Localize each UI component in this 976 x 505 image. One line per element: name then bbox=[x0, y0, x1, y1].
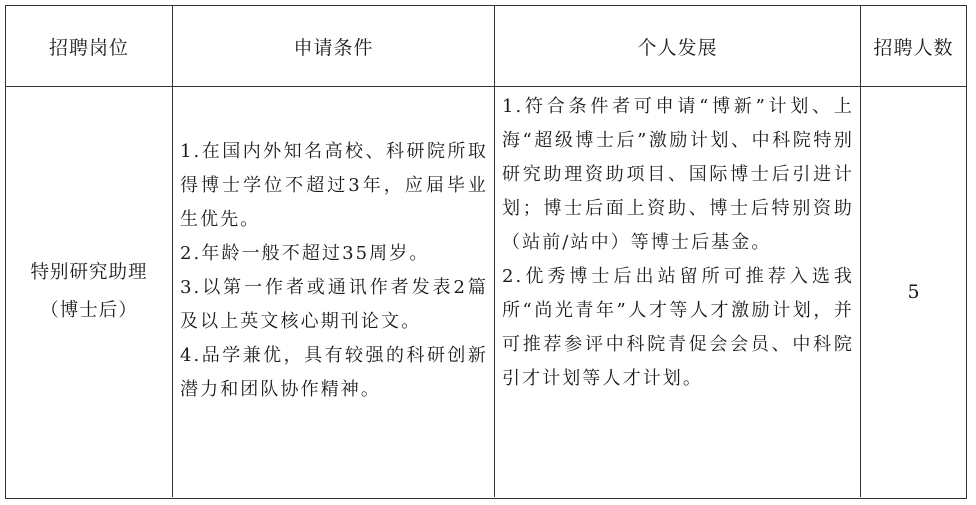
header-conditions-label: 申请条件 bbox=[293, 36, 374, 59]
development-cell bbox=[495, 87, 861, 497]
header-development-label: 个人发展 bbox=[637, 36, 718, 59]
condition-item: 3.以第一作者或通讯作者发表2篇及以上英文核心期刊论文。 bbox=[180, 277, 488, 332]
header-position-label: 招聘岗位 bbox=[48, 36, 129, 59]
condition-item: 1.在国内外知名高校、科研院所取得博士学位不超过3年，应届毕业生优先。 bbox=[180, 141, 488, 230]
count-cell bbox=[861, 87, 966, 497]
development-item: 2.优秀博士后出站留所可推荐入选我所“尚光青年”人才等人才激励计划，并可推荐参评中科院青促会会员、中科院引才计划等人才计划。 bbox=[502, 266, 854, 389]
development-list bbox=[502, 90, 854, 396]
header-cell-conditions bbox=[173, 6, 495, 86]
recruit-count: 5 bbox=[907, 281, 920, 303]
conditions-list bbox=[180, 135, 488, 407]
position-title: 特别研究助理 bbox=[30, 262, 148, 283]
position-subtitle: （博士后） bbox=[40, 300, 138, 321]
condition-item: 2.年龄一般不超过35周岁。 bbox=[180, 243, 430, 264]
header-cell-count bbox=[861, 6, 966, 86]
table-header-row bbox=[6, 6, 966, 87]
condition-item: 4.品学兼优，具有较强的科研创新潜力和团队协作精神。 bbox=[180, 345, 488, 400]
header-cell-development bbox=[495, 6, 861, 86]
header-count-label: 招聘人数 bbox=[873, 36, 954, 59]
conditions-cell bbox=[173, 87, 495, 497]
table-row bbox=[6, 87, 966, 497]
position-cell bbox=[6, 87, 173, 497]
development-item: 1.符合条件者可申请“博新”计划、上海“超级博士后”激励计划、中科院特别研究助理资助项目、国际博士后引进计划；博士后面上资助、博士后特别资助（站前/站中）等博士后基金。 bbox=[502, 96, 854, 253]
recruitment-table bbox=[5, 5, 967, 499]
header-cell-position bbox=[6, 6, 173, 86]
